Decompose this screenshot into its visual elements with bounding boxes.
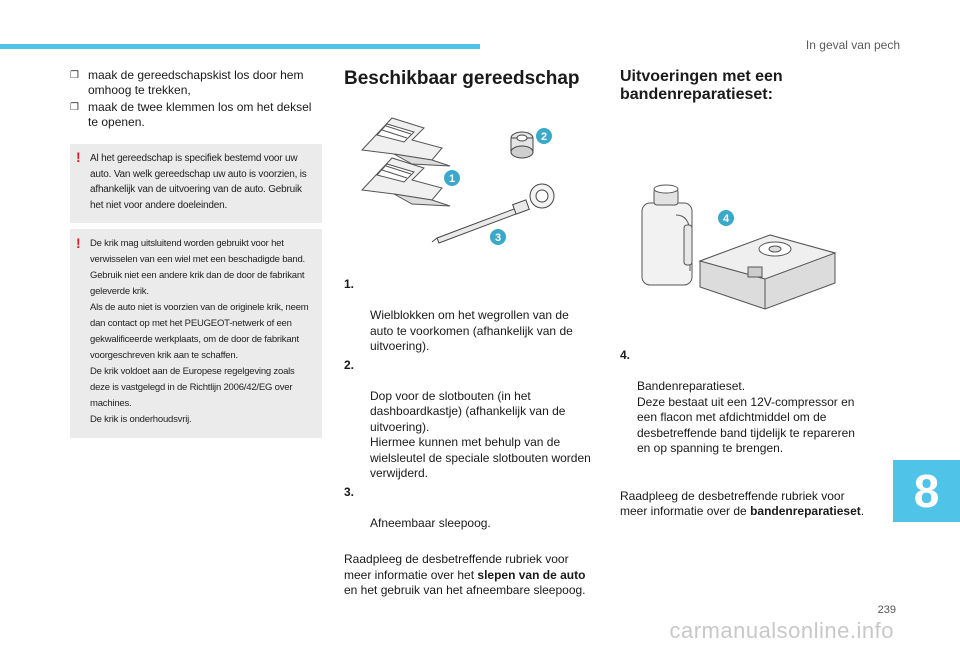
list-item bbox=[344, 358, 594, 482]
chapter-tab: 8 bbox=[893, 460, 960, 522]
watermark: carmanualsonline.info bbox=[669, 618, 894, 643]
item-text: Afneembaar sleepoog. bbox=[370, 515, 491, 530]
warning-text: De krik mag uitsluitend worden gebruikt voor het verwisselen van een wiel met een beschadigde band. Gebruik niet een andere krik dan de door de fabrikant geleverde krik. Als de auto niet is voorzien van de originele krik, neem dan contact op met het PEUGEOT-netwerk of een gekwalificeerde werkplaats, om de door de fabrikant voorgeschreven krik aan te schaffen. De krik voldoet aan de Europese regelgeving zoals deze is vastgelegd in de Richtlijn 2006/42/EG over machines. De krik is onderhoudsvrij. bbox=[90, 238, 309, 425]
exclamation-icon: ! bbox=[76, 235, 81, 251]
warning-box-tools bbox=[70, 144, 322, 223]
compressor-icon bbox=[700, 235, 835, 309]
tools-list bbox=[344, 277, 594, 599]
note-link-text: slepen van de auto bbox=[477, 567, 586, 582]
item-text: Dop voor de slotbouten (in het dashboardkastje) (afhankelijk van de uitvoering). Hiermee kunnen met behulp van de wielsleutel de speciale slotbouten worden verwijderd. bbox=[370, 388, 591, 480]
item-number: 1. bbox=[344, 277, 355, 291]
callout-badge-2 bbox=[536, 128, 552, 144]
note-text: . bbox=[860, 504, 865, 518]
page-number: 239 bbox=[877, 604, 896, 616]
bolt-cap-icon bbox=[511, 132, 533, 158]
callout-badge-4 bbox=[718, 210, 734, 226]
callout-badge-3 bbox=[490, 229, 506, 245]
note-link-text: bandenreparatieset bbox=[750, 504, 861, 518]
left-column bbox=[70, 68, 322, 438]
item-text: Wielblokken om het wegrollen van de auto te voorkomen (afhankelijk van de uitvoering). bbox=[370, 308, 573, 353]
section-heading: Uitvoeringen met een bandenreparatieset: bbox=[620, 68, 783, 103]
bullet-text: maak de gereedschapskist los door hem omhoog te trekken, bbox=[88, 68, 304, 97]
repair-kit-reference-note bbox=[620, 489, 865, 520]
list-item bbox=[620, 348, 865, 457]
item-number: 3. bbox=[344, 484, 355, 499]
svg-text:2: 2 bbox=[540, 131, 548, 143]
right-column bbox=[620, 68, 890, 104]
sealant-bottle-icon bbox=[642, 185, 692, 285]
repair-kit-illustration bbox=[630, 175, 850, 315]
towing-reference-note bbox=[344, 552, 594, 599]
note-text: en het gebruik van het afneembare sleepoog. bbox=[344, 583, 586, 597]
header-accent-bar bbox=[0, 44, 480, 49]
svg-text:4: 4 bbox=[722, 213, 730, 225]
section-title: In geval van pech bbox=[805, 38, 900, 52]
list-item bbox=[70, 100, 322, 130]
tools-illustration bbox=[352, 110, 572, 260]
check-box-icon: ❒ bbox=[70, 102, 79, 113]
check-box-icon: ❒ bbox=[70, 70, 79, 81]
warning-box-jack bbox=[70, 229, 322, 438]
item-number: 2. bbox=[344, 357, 355, 372]
exclamation-icon: ! bbox=[76, 149, 81, 165]
warning-text: Al het gereedschap is specifiek bestemd voor uw auto. Van welk gereedschap uw auto is voorzien, is afhankelijk van de uitvoering van de auto. Gebruik het niet voor andere doeleinden. bbox=[90, 153, 307, 211]
note-text: Raadpleeg de desbetreffende rubriek voor meer informatie over de bbox=[620, 488, 845, 518]
section-heading: Beschikbaar gereedschap bbox=[344, 68, 580, 89]
middle-column bbox=[344, 68, 594, 90]
svg-text:3: 3 bbox=[494, 232, 502, 244]
item-number: 4. bbox=[620, 348, 631, 362]
wheel-chock-icon bbox=[362, 118, 450, 166]
bullet-text: maak de twee klemmen los om het deksel te openen. bbox=[88, 100, 312, 129]
item-text: Bandenreparatieset. Deze bestaat uit een 12V-compressor en een flacon met afdichtmiddel om de desbetreffende band tijdelijk te repareren en op spanning te brengen. bbox=[637, 379, 855, 455]
svg-text:1: 1 bbox=[448, 173, 456, 185]
note-text: Raadpleeg de desbetreffende rubriek voor meer informatie over het bbox=[344, 552, 569, 582]
list-item bbox=[70, 68, 322, 98]
list-item bbox=[344, 485, 594, 532]
list-item bbox=[344, 277, 594, 355]
repair-kit-list bbox=[620, 348, 865, 520]
callout-badge-1 bbox=[444, 170, 460, 186]
